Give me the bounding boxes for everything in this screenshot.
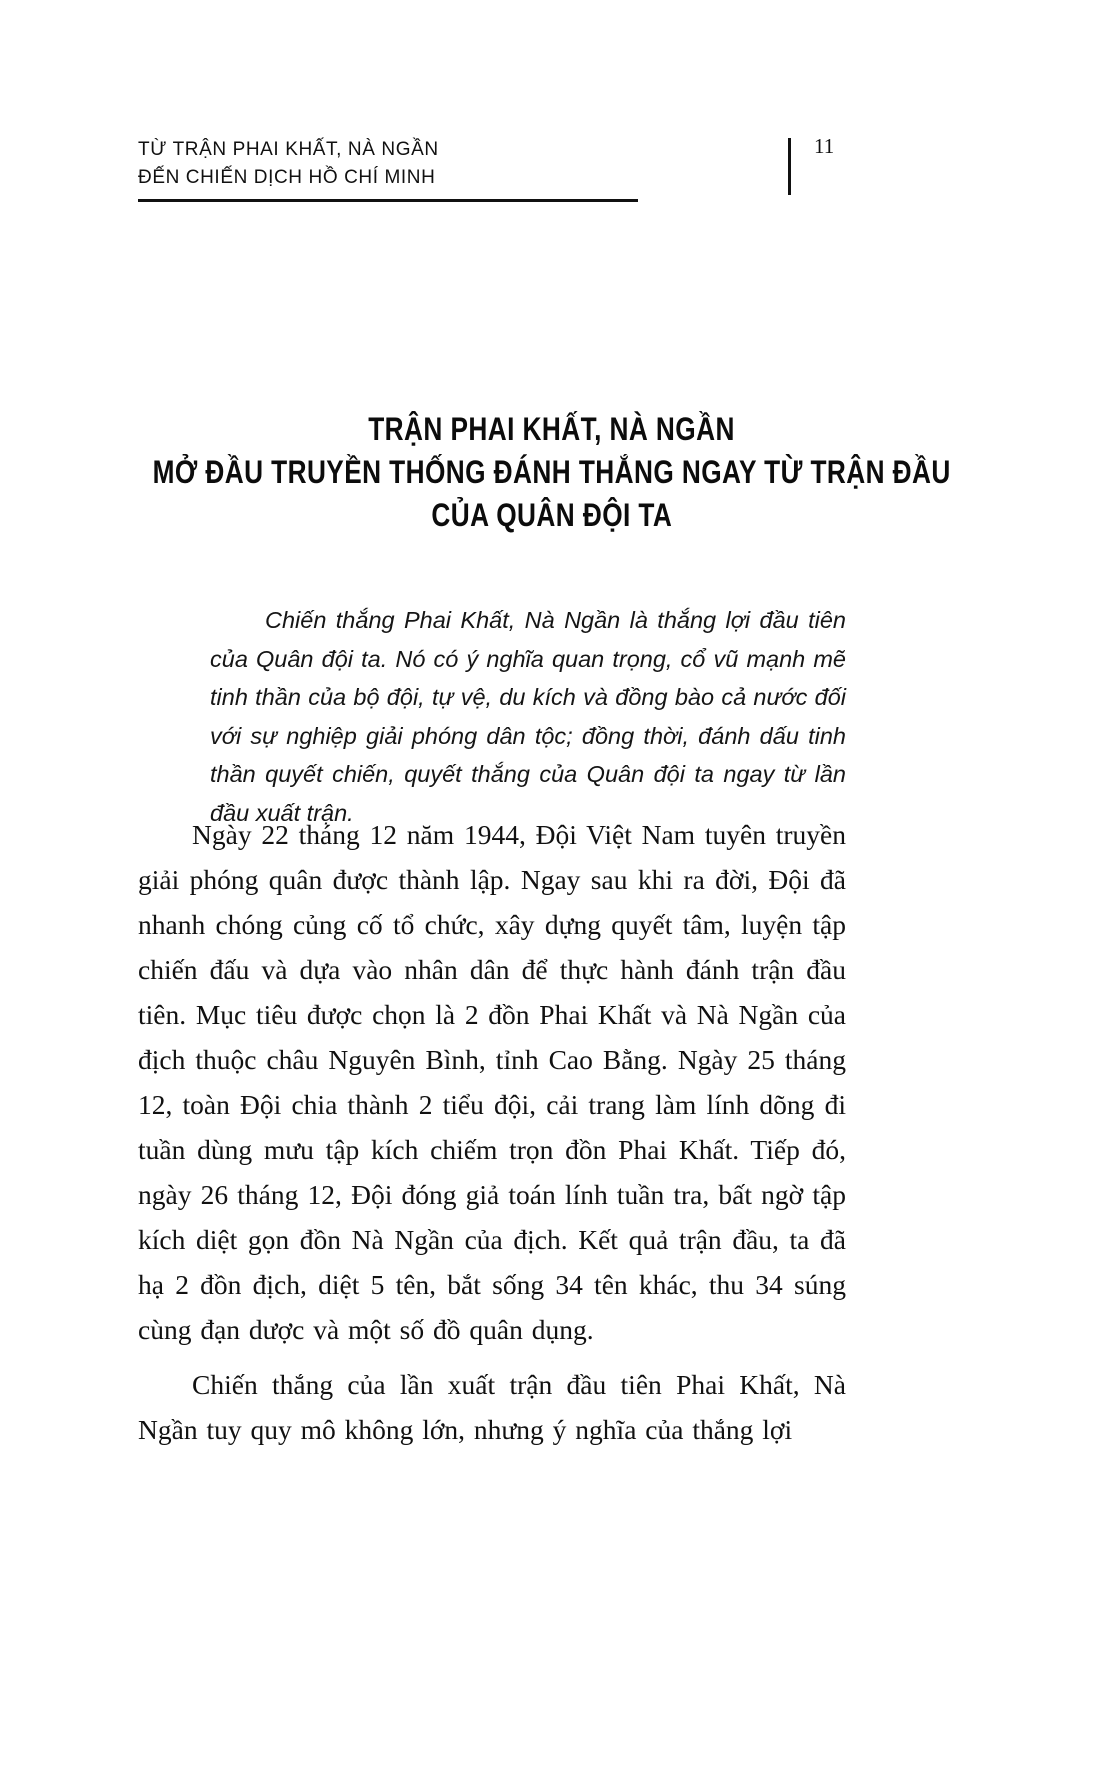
chapter-title-line3: CỦA QUÂN ĐỘI TA bbox=[431, 497, 672, 533]
body-text bbox=[138, 812, 846, 1462]
running-header-line2: ĐẾN CHIẾN DỊCH HỒ CHÍ MINH bbox=[138, 167, 436, 188]
chapter-title-line1: TRẬN PHAI KHẤT, NÀ NGẦN bbox=[368, 411, 735, 447]
running-header-line1: TỪ TRẬN PHAI KHẤT, NÀ NGẦN bbox=[138, 139, 439, 160]
header-rule bbox=[138, 199, 638, 202]
chapter-title bbox=[0, 408, 1103, 537]
page-number-divider bbox=[788, 138, 791, 195]
lead-summary: Chiến thắng Phai Khất, Nà Ngần là thắng lợi đầu tiên của Quân đội ta. Nó có ý nghĩa quan trọng, cổ vũ mạnh mẽ tinh thần của bộ đội, tự vệ, du kích và đồng bào cả nước đối với sự nghiệp giải phóng dân tộc; đồng thời, đánh dấu tinh thần quyết chiến, quyết thắng của Quân đội ta ngay từ lần đầu xuất trận. bbox=[210, 607, 846, 826]
running-header bbox=[138, 136, 838, 202]
chapter-title-line2: MỞ ĐẦU TRUYỀN THỐNG ĐÁNH THẮNG NGAY TỪ TRẬN ĐẦU bbox=[152, 454, 951, 490]
body-paragraph-1: Ngày 22 tháng 12 năm 1944, Đội Việt Nam tuyên truyền giải phóng quân được thành lập. Ngay sau khi ra đời, Đội đã nhanh chóng củng cố tổ chức, xây dựng quyết tâm, luyện tập chiến đấu và dựa vào nhân dân để thực hành đánh trận đầu tiên. Mục tiêu được chọn là 2 đồn Phai Khất và Nà Ngần của địch thuộc châu Nguyên Bình, tỉnh Cao Bằng. Ngày 25 tháng 12, toàn Đội chia thành 2 tiểu đội, cải trang làm lính dõng đi tuần dùng mưu tập kích chiếm trọn đồn Phai Khất. Tiếp đó, ngày 26 tháng 12, Đội đóng giả toán lính tuần tra, bất ngờ tập kích diệt gọn đồn Nà Ngần của địch. Kết quả trận đầu, ta đã hạ 2 đồn địch, diệt 5 tên, bắt sống 34 tên khác, thu 34 súng cùng đạn dược và một số đồ quân dụng. bbox=[138, 819, 846, 1345]
body-paragraph-2: Chiến thắng của lần xuất trận đầu tiên Phai Khất, Nà Ngần tuy quy mô không lớn, nhưng ý nghĩa của thắng lợi bbox=[138, 1369, 846, 1445]
page-number: 11 bbox=[814, 134, 835, 158]
